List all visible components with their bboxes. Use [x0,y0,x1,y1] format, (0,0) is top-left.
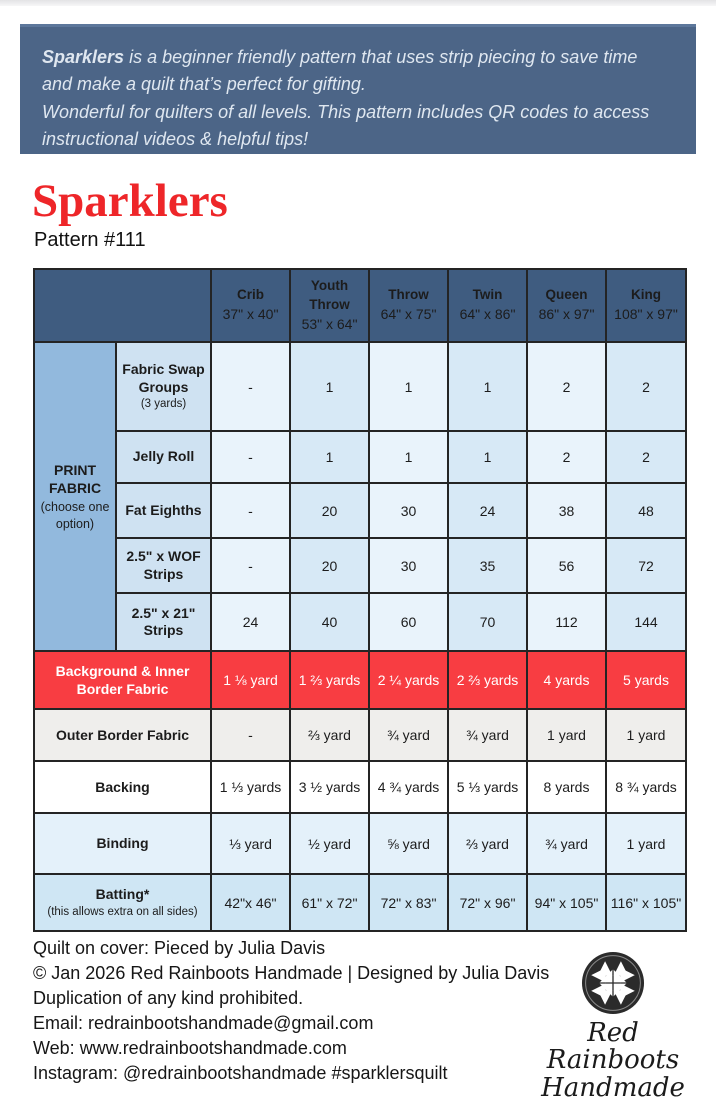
column-header-king [606,269,686,342]
yardage-cell: 35 [448,538,527,593]
column-header-crib [211,269,290,342]
row-label-note: (this allows extra on all sides) [47,905,198,918]
yardage-cell: 1 [290,342,369,431]
footer-credits [33,936,549,1086]
row-label: Jelly Roll [116,431,211,483]
yardage-cell: 1 yard [606,813,686,874]
yardage-cell: - [211,483,290,538]
yardage-cell: ⅓ yard [211,813,290,874]
row-label: Fat Eighths [116,483,211,538]
table-row-wof-strips [34,538,686,593]
yardage-cell: - [211,431,290,483]
yardage-cell: 8 ¾ yards [606,761,686,813]
yardage-cell: 2 [527,431,606,483]
size-dims: 108" x 97" [614,306,678,323]
table-row-21-strips [34,593,686,651]
yardage-cell: ⅔ yard [290,709,369,761]
yardage-cell: 1 yard [606,709,686,761]
size-header-row [34,269,686,342]
yardage-cell: 56 [527,538,606,593]
duplication-line: Duplication of any kind prohibited. [33,988,304,1008]
yardage-cell: 1 [369,342,448,431]
yardage-cell: 24 [211,593,290,651]
banner-line2: Wonderful for quilters of all levels. This pattern includes QR codes to access instructional videos & helpful tips! [42,101,650,150]
brand-name-line1: Red Rainboots [546,1018,680,1076]
corner-cell [34,269,211,342]
yardage-cell: 20 [290,538,369,593]
column-header-youth-throw [290,269,369,342]
yardage-cell: 1 yard [527,709,606,761]
table-row-background-inner-border [34,651,686,709]
cover-credit-line: Quilt on cover: Pieced by Julia Davis [33,938,326,958]
yardage-cell: ¾ yard [448,709,527,761]
yardage-cell: 2 ¼ yards [369,651,448,709]
yardage-cell: 24 [448,483,527,538]
table-row-jelly-roll [34,431,686,483]
yardage-cell: 42"x 46" [211,874,290,931]
yardage-table [33,268,687,932]
yardage-cell: 40 [290,593,369,651]
yardage-cell: 30 [369,483,448,538]
table-row-binding [34,813,686,874]
yardage-cell: 5 ⅓ yards [448,761,527,813]
yardage-cell: 48 [606,483,686,538]
size-name: Queen [545,287,588,303]
email-line: Email: redrainbootshandmade@gmail.com [33,1013,374,1033]
yardage-cell: 60 [369,593,448,651]
print-fabric-group-cell [34,342,116,651]
size-dims: 64" x 86" [459,306,516,323]
yardage-cell: ½ yard [290,813,369,874]
yardage-cell: 1 ⅓ yards [211,761,290,813]
yardage-cell: 112 [527,593,606,651]
yardage-cell: 61" x 72" [290,874,369,931]
web-line: Web: www.redrainbootshandmade.com [33,1038,347,1058]
yardage-cell: 94" x 105" [527,874,606,931]
yardage-cell: ⅝ yard [369,813,448,874]
table-row-backing [34,761,686,813]
row-label: 2.5" x 21" Strips [116,593,211,651]
pattern-number: Pattern #111 [34,229,146,251]
column-header-queen [527,269,606,342]
banner-pattern-name: Sparklers [42,47,125,67]
yardage-cell: - [211,538,290,593]
yardage-cell: 38 [527,483,606,538]
yardage-cell: 30 [369,538,448,593]
row-label [116,342,211,431]
row-label-text: Batting* [95,886,150,903]
yardage-cell: 1 [448,342,527,431]
group-note: (choose one option) [40,500,110,531]
size-dims: 86" x 97" [538,306,595,323]
table-row-outer-border [34,709,686,761]
yardage-cell: 2 [527,342,606,431]
size-name: Twin [472,287,503,303]
yardage-cell: - [211,342,290,431]
yardage-cell: 2 ⅔ yards [448,651,527,709]
yardage-cell: 72" x 83" [369,874,448,931]
yardage-cell: 1 [369,431,448,483]
yardage-cell: 144 [606,593,686,651]
yardage-cell: 1 ⅛ yard [211,651,290,709]
yardage-cell: ⅔ yard [448,813,527,874]
row-label: Binding [34,813,211,874]
row-label: Outer Border Fabric [34,709,211,761]
table-row-fat-eighths [34,483,686,538]
yardage-cell: 1 [290,431,369,483]
yardage-cell: 116" x 105" [606,874,686,931]
yardage-cell: 70 [448,593,527,651]
yardage-cell: 72" x 96" [448,874,527,931]
page-top-edge [0,0,716,6]
group-label: PRINT FABRIC [48,462,102,497]
size-name: Crib [237,287,264,303]
column-header-twin [448,269,527,342]
yardage-cell: 2 [606,342,686,431]
yardage-cell: 2 [606,431,686,483]
yardage-cell: 1 [448,431,527,483]
size-dims: 53" x 64" [301,315,358,332]
row-label [34,874,211,931]
brand-logo [520,950,706,1098]
size-dims: 64" x 75" [380,306,437,323]
yardage-cell: 20 [290,483,369,538]
yardage-cell: ¾ yard [527,813,606,874]
instagram-line: Instagram: @redrainbootshandmade #sparklersquilt [33,1063,448,1083]
intro-banner [20,24,696,154]
brand-name-line2: Handmade [541,1072,685,1098]
table-row-batting [34,874,686,931]
banner-intro-text: is a beginner friendly pattern that uses strip piecing to save time and make a quilt that’s perfect for gifting. [42,47,638,95]
row-label: 2.5" x WOF Strips [116,538,211,593]
yardage-cell: 4 yards [527,651,606,709]
column-header-throw [369,269,448,342]
yardage-cell: 5 yards [606,651,686,709]
yardage-cell: ¾ yard [369,709,448,761]
page-title: Sparklers [32,175,228,227]
table-row-fabric-swap [34,342,686,431]
row-label: Backing [34,761,211,813]
yardage-cell: - [211,709,290,761]
size-name: Youth Throw [309,277,350,312]
yardage-cell: 4 ¾ yards [369,761,448,813]
size-name: Throw [388,287,429,303]
row-label: Background & Inner Border Fabric [34,651,211,709]
row-label-text: Fabric Swap Groups [122,361,205,395]
yardage-cell: 1 ⅔ yards [290,651,369,709]
yardage-cell: 3 ½ yards [290,761,369,813]
copyright-line: © Jan 2026 Red Rainboots Handmade | Designed by Julia Davis [33,963,550,983]
row-label-note: (3 yards) [140,398,187,411]
quilt-star-logo-icon [580,950,646,1016]
size-name: King [631,287,661,303]
yardage-cell: 8 yards [527,761,606,813]
brand-name [520,1020,706,1098]
size-dims: 37" x 40" [222,306,279,323]
yardage-cell: 72 [606,538,686,593]
